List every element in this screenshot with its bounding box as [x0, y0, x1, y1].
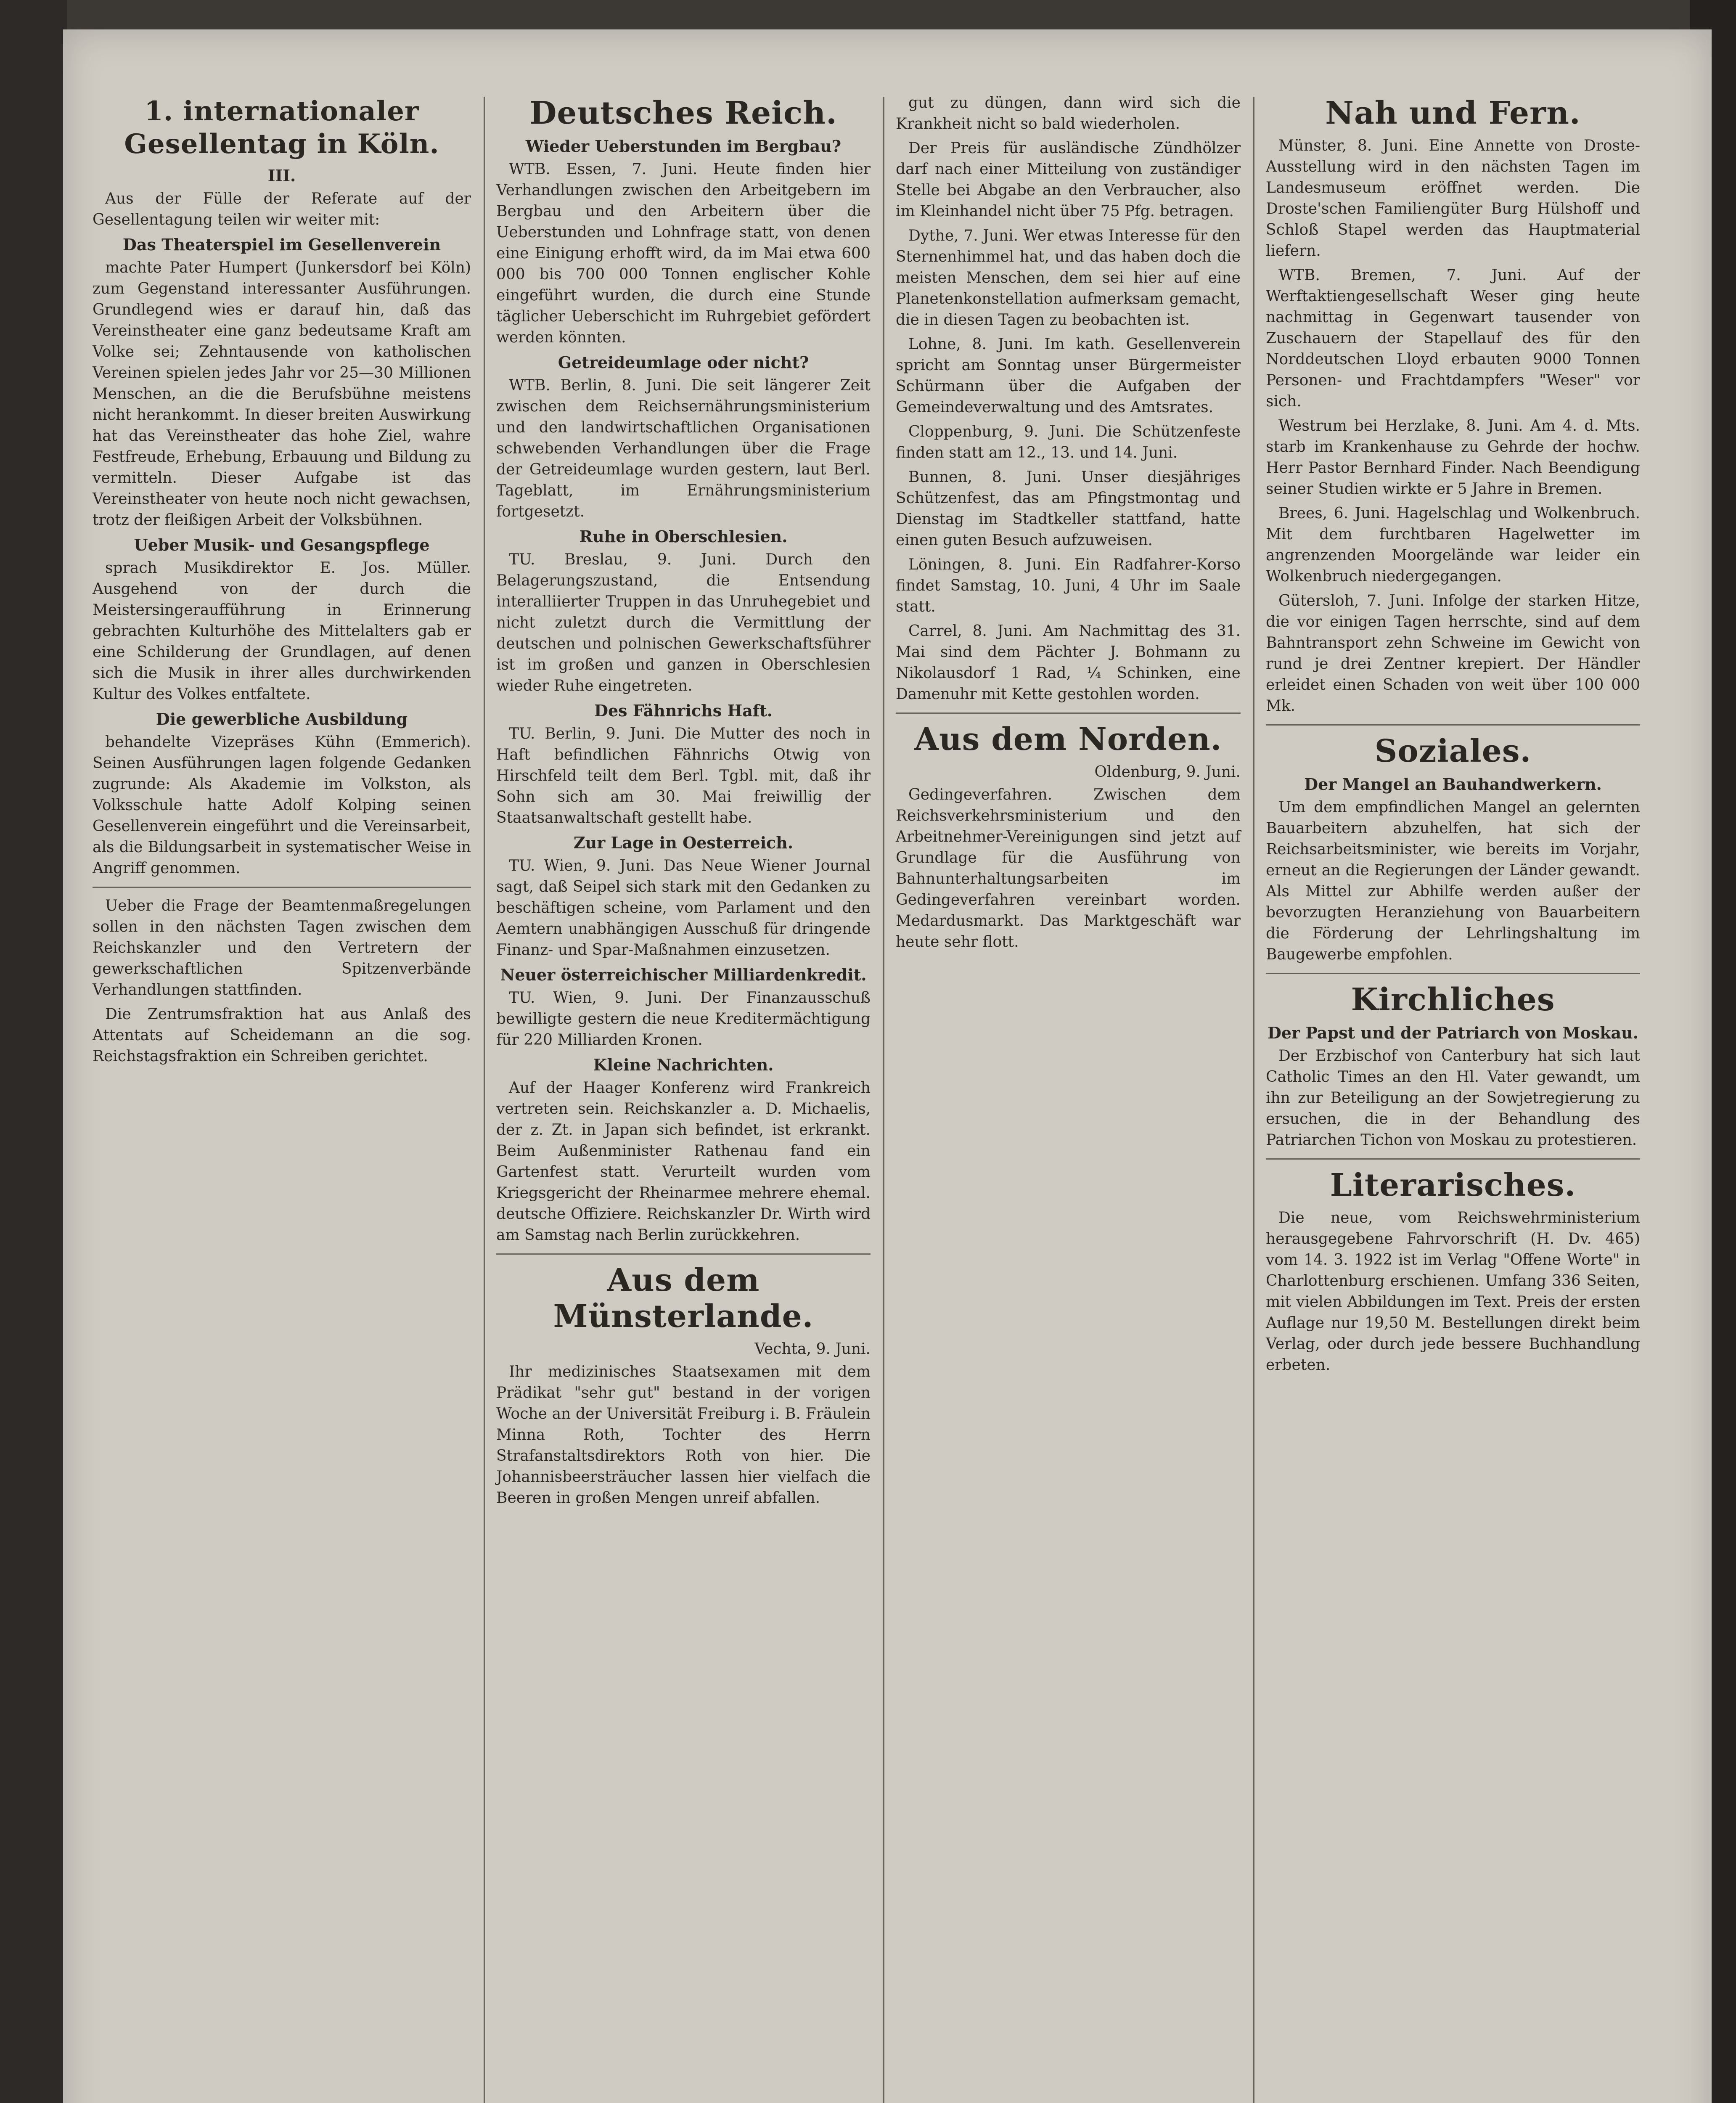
section-title: Literarisches. — [1330, 1167, 1576, 1203]
divider — [1266, 973, 1640, 974]
section-title: Aus dem Norden. — [914, 721, 1222, 758]
article-text: Cloppenburg, 9. Juni. Die Schützenfeste finden statt am 12., 13. und 14. Juni. — [896, 423, 1241, 461]
article-text: Lohne, 8. Juni. Im kath. Gesellenverein spricht am Sonntag unser Bürgermeister Schürmann über die Aufgaben der Gemeindeverwaltung und des Amtsrates. — [896, 336, 1241, 416]
section-text: machte Pater Humpert (Junkersdorf bei Köln) zum Gegenstand interessanter Ausführungen. Grundlegend wies er darauf hin, daß das Vereinstheater eine ganz bedeutsame Kraft am Volke sei; Zehntausende von katholischen Vereinen spielen jedes Jahr vor 25—30 Millionen Menschen, an die die Berufsbühne meistens nicht herankommt. In dieser breiten Auswirkung hat das Vereinstheater das hohe Ziel, wahre Festfreude, Erhebung, Erbauung und Bildung zu vermitteln. Dieser Aufgabe ist das Vereinstheater von heute noch nicht gewachsen, trotz der fleißigen Arbeit der Volksbühnen. — [93, 259, 471, 529]
article-text: Um dem empfindlichen Mangel an gelernten Bauarbeitern abzuhelfen, hat sich der Reichsarbeitsminister, wie bereits im Vorjahr, erneut an die Regierungen der Länder gewandt. Als Mittel zur Abhilfe werden außer der bevorzugten Heranziehung von Bauarbeitern die Förderung der Lehrlingshaltung im Baugewerbe empfohlen. — [1266, 799, 1640, 963]
article-text: TU. Wien, 9. Juni. Das Neue Wiener Journal sagt, daß Seipel sich stark mit den Gedanken zu beschäftigen scheine, vom Parlament und den Aemtern unabhängigen Ausschuß für dringende Finanz- und Spar-Maßnahmen einzusetzen. — [496, 857, 871, 959]
article-part: III. — [267, 166, 296, 185]
article-heading: Zur Lage in Oesterreich. — [573, 833, 794, 852]
article-text: Gütersloh, 7. Juni. Infolge der starken Hitze, die vor einigen Tagen herrschte, sind auf dem Bahntransport zehn Schweine im Gewicht von rund je drei Zentner krepiert. Der Händler erleidet einen Schaden von weit über 100 000 Mk. — [1266, 592, 1640, 715]
article-heading: Neuer österreichischer Milliardenkredit. — [500, 965, 867, 984]
column-3 — [896, 93, 1241, 956]
divider — [896, 712, 1241, 714]
section-heading: Ueber Musik- und Gesangspflege — [134, 535, 430, 554]
column-2 — [496, 93, 871, 1512]
background-left-edge — [0, 0, 67, 2103]
article-text: gut zu düngen, dann wird sich die Krankheit nicht so bald wiederholen. — [896, 94, 1241, 132]
column-rule-1 — [484, 97, 485, 2103]
article-text: Dythe, 7. Juni. Wer etwas Interesse für den Sternenhimmel hat, und das haben doch die meisten Menschen, dem sei hier auf eine Planetenkonstellation aufmerksam gemacht, die in diesen Tagen zu beobachten ist. — [896, 227, 1241, 328]
section-heading: Das Theaterspiel im Gesellenverein — [122, 235, 441, 254]
article-subheading: Der Mangel an Bauhandwerkern. — [1304, 775, 1602, 794]
article-heading: Kleine Nachrichten. — [593, 1055, 774, 1074]
article-title: 1. internationaler Gesellentag in Köln. — [124, 95, 439, 160]
divider — [496, 1253, 871, 1255]
article-text: Die neue, vom Reichswehrministerium herausgegebene Fahrvorschrift (H. Dv. 465) vom 14. 3. 1922 ist im Verlag "Offene Worte" in Charlottenburg erschienen. Umfang 336 Seiten, mit vielen Abbildungen im Text. Preis der ersten Auflage nur 19,50 M. Bestellungen direkt beim Verlag, oder durch jede bessere Buchhandlung erbeten. — [1266, 1209, 1640, 1374]
article-text: Münster, 8. Juni. Eine Annette von Droste-Ausstellung wird in den nächsten Tagen im Landesmuseum eröffnet werden. Die Droste'schen Familiengüter Burg Hülshoff und Schloß Stapel werden das Hauptmaterial liefern. — [1266, 137, 1640, 260]
section-text: behandelte Vizepräses Kühn (Emmerich). Seinen Ausführungen lagen folgende Gedanken zugrunde: Als Akademie im Volkston, als Volksschule hatte Adolf Kolping seinen Gesellenverein eingeführt und die Vereinsarbeit, als die Bildungsarbeit in systematischer Weise in Angriff genommen. — [93, 734, 471, 877]
notice-text: Ueber die Frage der Beamtenmaßregelungen sollen in den nächsten Tagen zwischen dem Reichskanzler und den Vertretern der gewerkschaftlichen Spitzenverbände Verhandlungen stattfinden. — [93, 897, 471, 999]
article-text: Ihr medizinisches Staatsexamen mit dem Prädikat "sehr gut" bestand in der vorigen Woche an der Universität Freiburg i. B. Fräulein Minna Roth, Tochter des Herrn Strafanstaltsdirektors Roth von hier. Die Johannisbeersträucher lassen hier vielfach die Beeren in großen Mengen unreif abfallen. — [496, 1363, 871, 1507]
column-1 — [93, 93, 471, 1070]
newspaper-page — [63, 29, 1712, 2103]
article-subheading: Der Papst und der Patriarch von Moskau. — [1267, 1023, 1639, 1042]
section-title: Aus dem Münsterlande. — [553, 1262, 814, 1335]
article-heading: Ruhe in Oberschlesien. — [579, 527, 788, 546]
dateline: Oldenburg, 9. Juni. — [1094, 763, 1241, 781]
article-text: WTB. Bremen, 7. Juni. Auf der Werftaktiengesellschaft Weser ging heute nachmittag in Gegenwart tausender von Zuschauern der Stapellauf des für den Norddeutschen Lloyd erbauten 9000 Tonnen Personen- und Frachtdampfers "Weser" vor sich. — [1266, 267, 1640, 410]
column-4 — [1266, 93, 1640, 1379]
article-heading: Des Fähnrichs Haft. — [594, 701, 773, 720]
article-text: Westrum bei Herzlake, 8. Juni. Am 4. d. Mts. starb im Krankenhause zu Gehrde der hochw. Herr Pastor Bernhard Finder. Nach Beendigung seiner Studien wirkte er 5 Jahre in Bremen. — [1266, 417, 1640, 498]
section-title: Nah und Fern. — [1325, 95, 1581, 131]
article-text: WTB. Essen, 7. Juni. Heute finden hier Verhandlungen zwischen den Arbeitgebern im Bergbau und den Arbeitern über die Ueberstunden und Lohnfrage statt, von denen eine Einigung erhofft wird, da im Mai etwa 600 000 bis 700 000 Tonnen englischer Kohle eingeführt wurden, die durch eine Stunde täglicher Ueberschicht im Ruhrgebiet gefördert werden könnten. — [496, 161, 871, 346]
divider — [93, 887, 471, 888]
section-title: Kirchliches — [1351, 982, 1555, 1018]
divider — [1266, 1158, 1640, 1160]
section-title: Soziales. — [1374, 733, 1532, 769]
article-text: Der Preis für ausländische Zündhölzer darf nach einer Mitteilung von zuständiger Stelle bei Abgabe an den Verbraucher, also im Kleinhandel nicht über 75 Pfg. betragen. — [896, 140, 1241, 220]
article-heading: Getreideumlage oder nicht? — [558, 353, 809, 372]
section-heading: Die gewerbliche Ausbildung — [156, 710, 408, 728]
article-text: WTB. Berlin, 8. Juni. Die seit längerer Zeit zwischen dem Reichsernährungsministerium und den landwirtschaftlichen Organisationen schwebenden Verhandlungen über die Frage der Getreideumlage wurden gestern, laut Berl. Tageblatt, im Ernährungsministerium fortgesetzt. — [496, 377, 871, 520]
article-text: Bunnen, 8. Juni. Unser diesjähriges Schützenfest, das am Pfingstmontag und Dienstag im Stadtkeller stattfand, hatte einen guten Besuch aufzuweisen. — [896, 469, 1241, 549]
article-intro: Aus der Fülle der Referate auf der Gesellentagung teilen wir weiter mit: — [93, 190, 471, 228]
section-title: Deutsches Reich. — [529, 95, 837, 131]
article-text: Carrel, 8. Juni. Am Nachmittag des 31. Mai sind dem Pächter J. Bohmann zu Nikolausdorf 1 Rad, ¼ Schinken, eine Damenuhr mit Kette gestohlen worden. — [896, 622, 1241, 703]
notice-text: Die Zentrumsfraktion hat aus Anlaß des Attentats auf Scheidemann an die sog. Reichstagsfraktion ein Schreiben gerichtet. — [93, 1006, 471, 1065]
article-text: Brees, 6. Juni. Hagelschlag und Wolkenbruch. Mit dem furchtbaren Hagelwetter im angrenzenden Moorgelände war leider ein Wolkenbruch niedergegangen. — [1266, 505, 1640, 585]
column-rule-2 — [883, 97, 884, 2103]
article-text: TU. Breslau, 9. Juni. Durch den Belagerungszustand, die Entsendung interalliierter Truppen in das Unruhegebiet und nicht zuletzt durch die Vermittlung der deutschen und polnischen Gewerkschaftsführer ist im großen und ganzen in Oberschlesien wieder Ruhe eingetreten. — [496, 551, 871, 694]
article-text: Auf der Haager Konferenz wird Frankreich vertreten sein. Reichskanzler a. D. Michaelis, der z. Zt. in Japan sich befindet, ist erkrankt. Beim Außenminister Rathenau fand ein Gartenfest statt. Verurteilt wurden vom Kriegsgericht der Rheinarmee mehrere ehemal. deutsche Offiziere. Reichskanzler Dr. Wirth wird am Samstag nach Berlin zurückkehren. — [496, 1079, 871, 1244]
divider — [1266, 724, 1640, 726]
article-heading: Wieder Ueberstunden im Bergbau? — [525, 137, 842, 156]
article-text: TU. Berlin, 9. Juni. Die Mutter des noch in Haft befindlichen Fähnrichs Otwig von Hirschfeld teilt dem Berl. Tgbl. mit, daß ihr Sohn sich am 30. Mai freiwillig der Staatsanwaltschaft gestellt habe. — [496, 725, 871, 826]
dateline: Vechta, 9. Juni. — [754, 1340, 871, 1358]
article-text: TU. Wien, 9. Juni. Der Finanzausschuß bewilligte gestern die neue Kreditermächtigung für 220 Milliarden Kronen. — [496, 989, 871, 1049]
article-text: Gedingeverfahren. Zwischen dem Reichsverkehrsministerium und den Arbeitnehmer-Vereinigungen sind jetzt auf Grundlage für die Ausführung von Bahnunterhaltungsarbeiten im Gedingeverfahren vereinbart worden. Medardusmarkt. Das Marktgeschäft war heute sehr flott. — [896, 786, 1241, 951]
column-rule-3 — [1253, 97, 1254, 2103]
article-text: Löningen, 8. Juni. Ein Radfahrer-Korso findet Samstag, 10. Juni, 4 Uhr im Saale statt. — [896, 556, 1241, 615]
article-text: Der Erzbischof von Canterbury hat sich laut Catholic Times an den Hl. Vater gewandt, um ihn zur Beteiligung an der Sowjetregierung zu ersuchen, die in der Behandlung des Patriarchen Tichon von Moskau zu protestieren. — [1266, 1047, 1640, 1149]
section-text: sprach Musikdirektor E. Jos. Müller. Ausgehend von der durch die Meistersingeraufführung in Erinnerung gebrachten Kulturhöhe des Mittelalters gab er eine Schilderung der Grundlagen, auf denen sich die Musik in ihrer alles durchwirkenden Kultur des Volkes entfaltete. — [93, 559, 471, 703]
